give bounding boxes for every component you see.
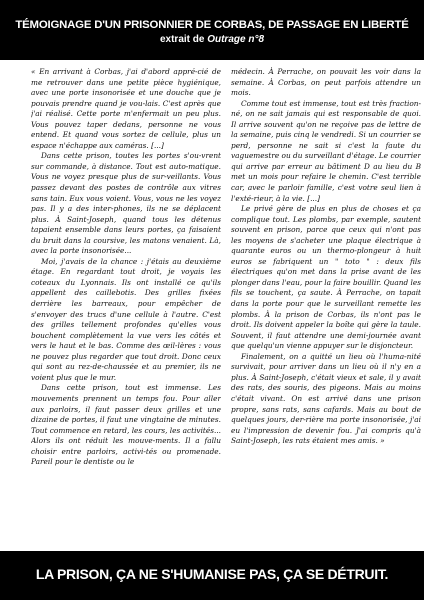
- article-source: [0, 34, 424, 45]
- header-banner: [0, 0, 424, 60]
- paragraph: Moi, j'avais de la chance : j'étais au deuxième étage. En regardant tout droit, je voyais les coteaux du Lyonnais. Ils ont installé ce qu'ils appellent des caillebotis. Des grilles fixées derrière les barreaux, pour empêcher de s'envoyer des trucs d'une cellule à l'autre. C'est des grilles tellement profondes qu'elles vous bouchent complètement la vue vers les côtés et vers le haut et le bas. Comme des œil-lères : vous ne pouvez plus regarder que tout droit. Donc ceux qui sont au rez-de-chaussée et au premier, ils ne voient plus que le mur.: [31, 256, 221, 382]
- paragraph: « En arrivant à Corbas, j'ai d'abord appré-cié de me retrouver dans une petite pièce hygiénique, avec une porte insonorisée et une douche que je pouvais prendre quand je vou-lais. C'est après que j'ai réalisé. Cette porte m'enfermait un peu plus. Vous pouvez taper dedans, personne ne vous entend. Et quand vous sortez de cellule, plus un espace n'échappe aux caméras. [...]: [31, 67, 221, 150]
- paragraph: Finalement, on a quitté un lieu où l'huma-nité survivait, pour arriver dans un lieu où il n'y en a plus. À Saint-Joseph, c'était vieux et sale, il y avait des rats, des souris, des pigeons. Mais au moins c'était vivant. On est arrivé dans une prison propre, sans rats, sans cafards. Mais au bout de quelques jours, der-rière ma porte insonorisée, j'ai eu l'impression de devenir fou. J'ai compris qu'à Saint-Joseph, les rats étaient mes amis. »: [231, 351, 421, 446]
- paragraph: Le privé gère de plus en plus de choses et ça complique tout. Les plombs, par exemple, sautent souvent en prison, parce que ceux qui n'ont pas les moyens de s'acheter une plaque électrique à quarante euros ou un thermo-plongeur à huit euros se fabriquent un " toto " : deux fils électriques qu'on met dans la prise avant de les plonger dans l'eau, pour la faire bouillir. Quand les fils se touchent, ça saute. À Perrache, on tapait dans la porte pour que le surveillant remette les plombs. À la prison de Corbas, ils n'ont pas le droit. Ils doivent appeler la boîte qui gère la taule. Souvent, il faut attendre une demi-journée avant que quelqu'un vienne appuyer sur le disjoncteur.: [231, 204, 421, 351]
- source-issue: Outrage n°8: [207, 34, 265, 45]
- article-title: TÉMOIGNAGE D'UN PRISONNIER DE CORBAS, DE PASSAGE EN LIBERTÉ: [15, 19, 409, 31]
- paragraph: Dans cette prison, tout est immense. Les mouvements prennent un temps fou. Pour aller aux parloirs, il faut passer deux grilles et une dizaine de portes, il faut une vingtaine de minutes. Tout commence en retard, les cours, les activités... Alors ils ont réduit les mouve-ments. Il a fallu choisir entre parloirs, activi-tés ou promenade. Pareil pour le dentiste ou le: [31, 383, 221, 467]
- footer-slogan: LA PRISON, ÇA NE S'HUMANISE PAS, ÇA SE DÉTRUIT.: [35, 566, 389, 582]
- paragraph: Dans cette prison, toutes les portes s'ou-vrent sur commande, à distance. Tout est auto-matique. Vous ne voyez presque plus de sur-veillants. Vous passez devant des postes de contrôle aux vitres sans tain. Eux vous voient. Vous, vous ne les voyez pas. Il y a des inter-phones, ils ne se déplacent plus. À Saint-Joseph, quand tous les détenus tapaient ensemble dans leurs portes, ça faisaient du bruit dans la coursive, les matons venaient. Là, avec la porte insonorisée...: [31, 151, 221, 256]
- source-prefix: extrait de: [159, 34, 208, 45]
- text-column-left: [31, 67, 221, 547]
- text-column-right: [231, 67, 421, 547]
- paragraph: médecin. À Perrache, on pouvait les voir dans la semaine. À Corbas, on peut parfois attendre un mois.: [231, 67, 421, 98]
- footer-banner: [0, 551, 424, 600]
- paragraph: Comme tout est immense, tout est très fraction-né, on ne sait jamais qui est responsable de quoi. Il arrive souvent qu'on ne reçoive pas de lettre de la semaine, puis cinq le vendredi. Si un courrier se perd, personne ne sait si c'est la faute du vaguemestre ou du surveillant d'étage. Le courrier qui arrive par erreur au bâtiment D au lieu du B met un mois pour refaire le chemin. C'est terrible car, avec le parloir famille, c'est votre seul lien à l'exté-rieur, à la vie. [...]: [231, 98, 421, 203]
